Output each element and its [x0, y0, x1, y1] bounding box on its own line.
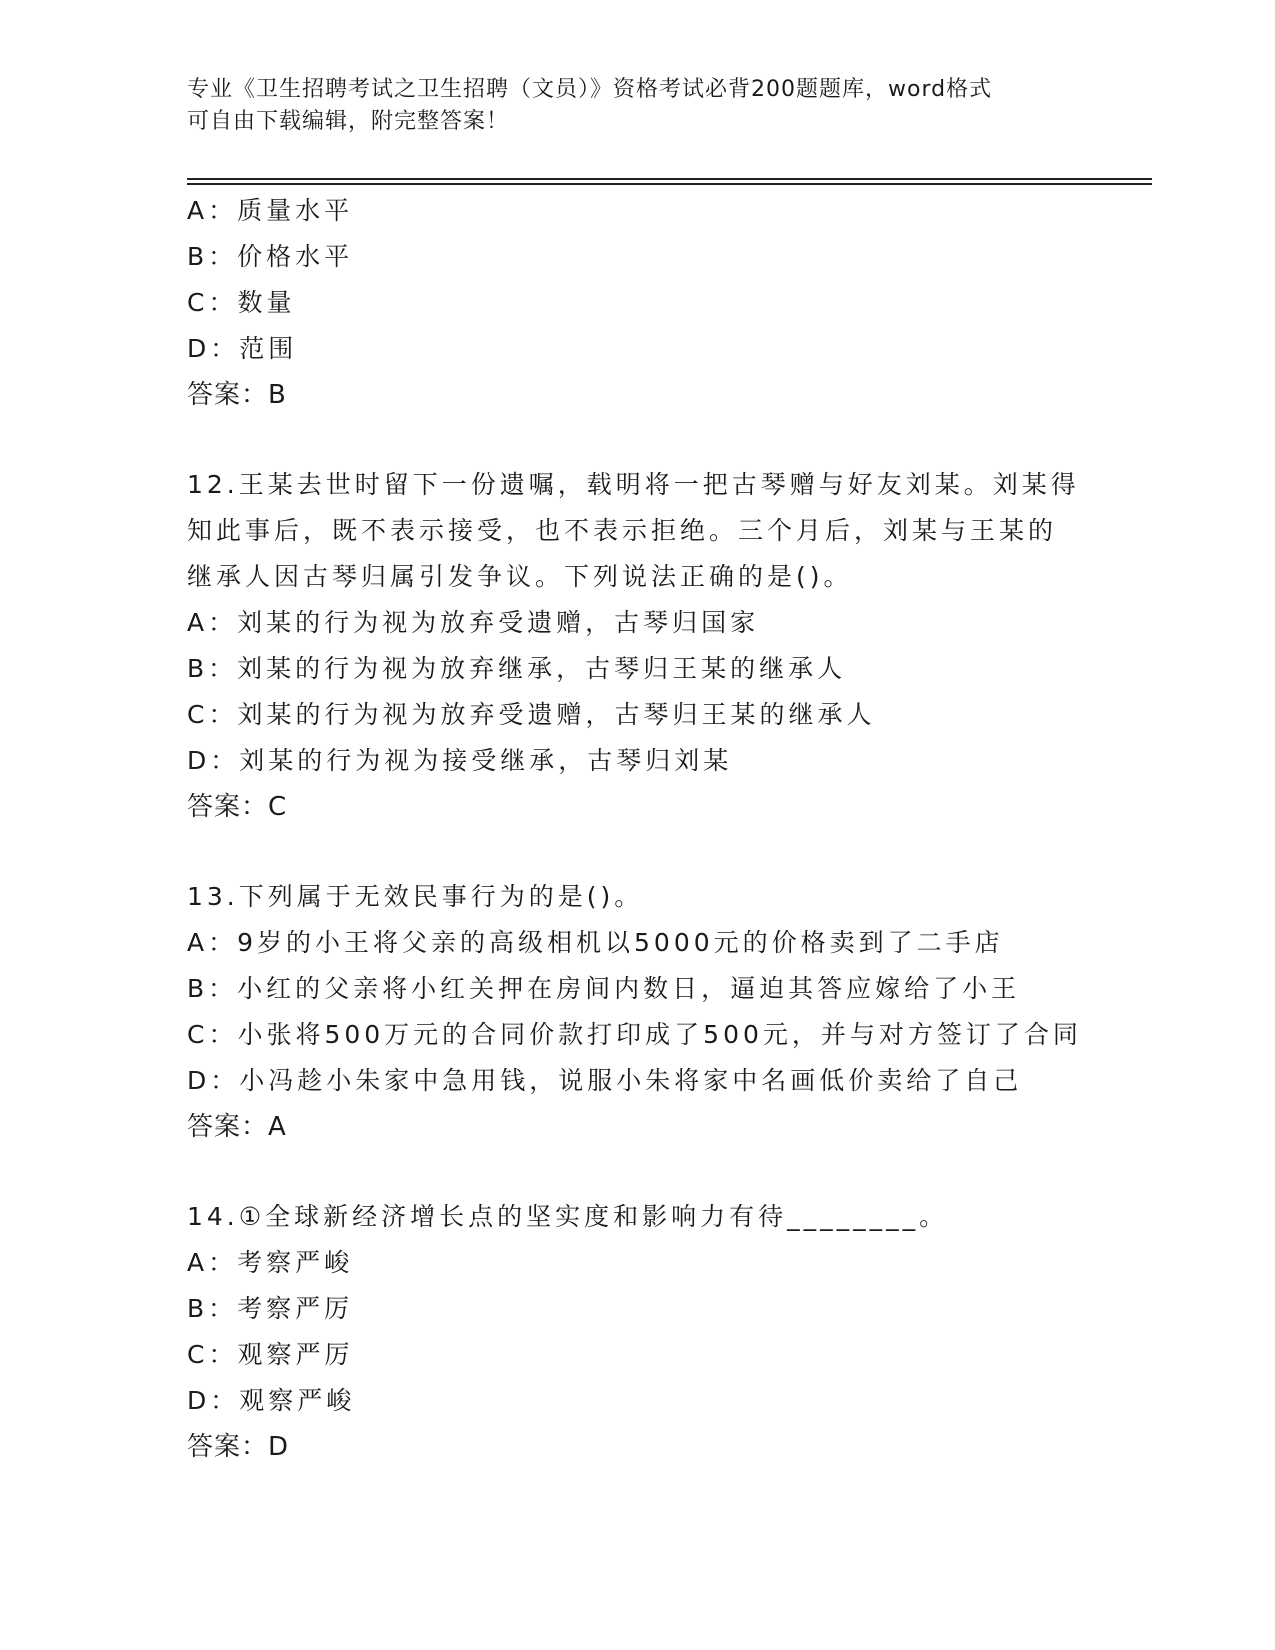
option-d: D：观察严峻: [187, 1386, 356, 1415]
spacer: [187, 830, 1157, 874]
option-a: A：质量水平: [187, 196, 354, 225]
option-a: A：9岁的小王将父亲的高级相机以5000元的价格卖到了二手店: [187, 928, 1004, 957]
question-stem-line: 12.王某去世时留下一份遗嘱，载明将一把古琴赠与好友刘某。刘某得: [187, 470, 1080, 499]
option-c: C：刘某的行为视为放弃受遗赠，古琴归王某的继承人: [187, 700, 876, 729]
header-divider-bottom: [187, 183, 1152, 185]
option-a: A：考察严峻: [187, 1248, 354, 1277]
option-d: D：范围: [187, 334, 298, 363]
option-c: C：小张将500万元的合同价款打印成了500元，并与对方签订了合同: [187, 1020, 1082, 1049]
option-b: B：考察严厉: [187, 1294, 354, 1323]
question-13: [187, 874, 1157, 1150]
question-stem-line: 13.下列属于无效民事行为的是()。: [187, 882, 644, 911]
question-content: [187, 188, 1157, 1470]
option-c: C：观察严厉: [187, 1340, 354, 1369]
header-divider-top: [187, 178, 1152, 180]
option-b: B：小红的父亲将小红关押在房间内数日，逼迫其答应嫁给了小王: [187, 974, 1021, 1003]
question-stem-line: 14.①全球新经济增长点的坚实度和影响力有待________。: [187, 1202, 949, 1231]
answer-line: 答案：A: [187, 1112, 287, 1142]
spacer: [187, 1150, 1157, 1194]
header-title-line-1: 专业《卫生招聘考试之卫生招聘（文员）》资格考试必背200题题库，word格式: [187, 77, 993, 102]
option-b: B：刘某的行为视为放弃继承，古琴归王某的继承人: [187, 654, 847, 683]
answer-line: 答案：C: [187, 792, 288, 822]
question-11: [187, 188, 1157, 418]
option-c: C：数量: [187, 288, 296, 317]
answer-line: 答案：D: [187, 1432, 290, 1462]
option-d: D：小冯趁小朱家中急用钱，说服小朱将家中名画低价卖给了自己: [187, 1066, 1023, 1095]
document-header: [187, 74, 1067, 138]
question-12: [187, 462, 1157, 830]
option-a: A：刘某的行为视为放弃受遗赠，古琴归国家: [187, 608, 760, 637]
spacer: [187, 418, 1157, 462]
option-d: D：刘某的行为视为接受继承，古琴归刘某: [187, 746, 733, 775]
question-14: [187, 1194, 1157, 1470]
question-stem-line: 继承人因古琴归属引发争议。下列说法正确的是()。: [187, 562, 853, 591]
option-b: B：价格水平: [187, 242, 354, 271]
answer-line: 答案：B: [187, 380, 287, 410]
question-stem-line: 知此事后，既不表示接受，也不表示拒绝。三个月后，刘某与王某的: [187, 516, 1058, 545]
header-title-line-2: 可自由下载编辑，附完整答案！: [187, 109, 510, 134]
